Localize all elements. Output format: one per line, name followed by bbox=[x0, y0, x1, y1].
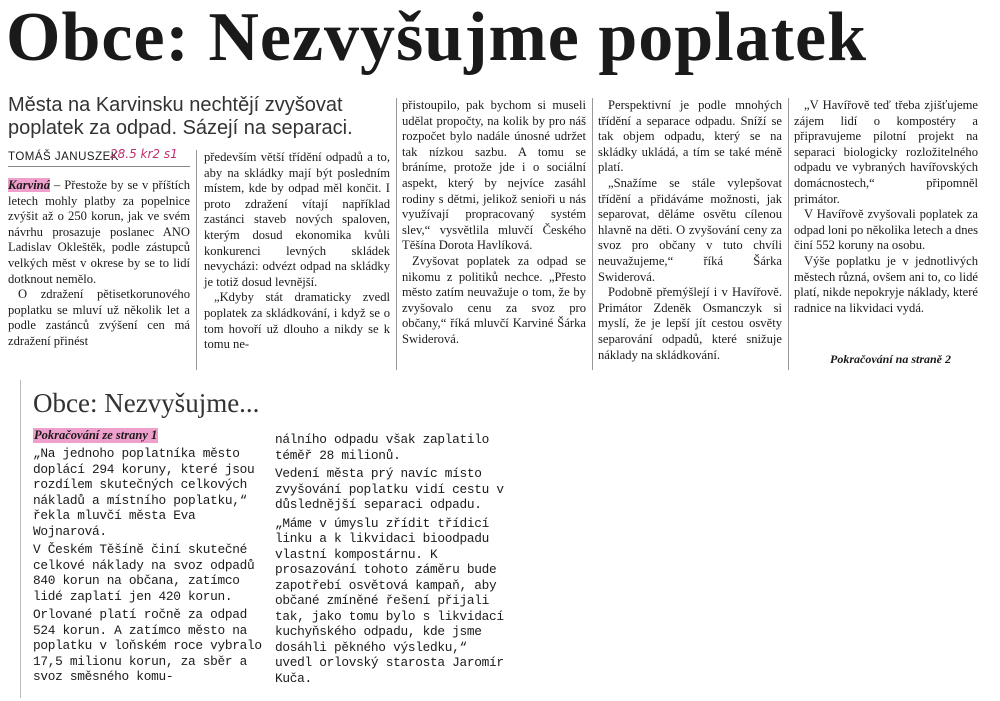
paragraph: „V Havířově teď třeba zjišťujeme zájem lidí o kompostéry a připravujeme pilotní projekt na separaci biologicky rozložitelného odpadu ve vybraných havířovských domácnostech,“ připomněl primátor. bbox=[794, 98, 978, 206]
paragraph: přistoupilo, pak bychom si museli udělat propočty, na kolik by pro náš rozpočet bylo nadále únosné udržet tak nízkou sazbu. A tomu se bráníme, protože jde i o sociální aspekt, který by nejvíce zasáhl rodiny s dětmi, jelikož senioři u nás využívají propracovaný systém slev,“ vysvětlila mluvčí Českého Těšína Dorota Havlíková. bbox=[402, 98, 586, 253]
article-column-1 bbox=[8, 178, 190, 350]
continuation-column-2 bbox=[275, 432, 507, 689]
byline: TOMÁŠ JANUSZEK bbox=[8, 151, 119, 163]
byline-rule bbox=[8, 166, 190, 167]
article-column-3 bbox=[402, 98, 586, 348]
paragraph: Zvyšovat poplatek za odpad se nikomu z politiků nechce. „Přesto město zatím neuvažuje o tom, že by zvyšovalo cenu za svoz pro občany,“ říká mluvčí Karviné Šárka Swiderová. bbox=[402, 253, 586, 346]
paragraph: „Máme v úmyslu zřídit třídicí linku a k likvidaci bioodpadu vlastní kompostárnu. K prosazování tohoto záměru bude zapotřebí osvětová kampaň, aby občané zmíněné řešení přijali tak, jako tomu bylo s likvidací kuchyňského odpadu, kde jsme dosáhli pěkného výsledku,“ uvedl orlovský starosta Jaromír Kuča. bbox=[275, 515, 504, 686]
paragraph: „Na jednoho poplatníka město doplácí 294 koruny, které jsou rozdílem skutečných celkových nákladů a místního poplatku,“ řekla mluvčí města Eva Wojnarová. bbox=[33, 446, 255, 539]
paragraph: Orlované platí ročně za odpad 524 korun. A zatímco město na poplatku v loňském roce vybralo 17,5 milionu korun, za sběr a svoz směsného komu- bbox=[33, 607, 262, 684]
column-divider bbox=[396, 98, 397, 370]
column-divider bbox=[788, 98, 789, 370]
continued-from-note: Pokračování ze strany 1 bbox=[34, 428, 158, 442]
paragraph: V Českém Těšíně činí skutečné celkové náklady na svoz odpadů 840 korun na občana, zatímco lidé zaplatí jen 420 korun. bbox=[33, 542, 255, 604]
paragraph: Perspektivní je podle mnohých třídění a separace odpadu. Sníží se tak objem odpadu, který se na skládky ukládá, a tím se také méně platí. bbox=[598, 98, 782, 175]
continued-note: Pokračování na straně 2 bbox=[830, 352, 952, 366]
continuation-headline: Obce: Nezvyšujme... bbox=[33, 388, 260, 418]
article-column-4 bbox=[598, 98, 782, 363]
paragraph: Výše poplatku je v jednotlivých městech různá, ovšem ani to, co lidé platí, nikde nepokryje náklady, které radnice na likvidaci vydá. bbox=[794, 253, 978, 315]
dateline-city: Karviná bbox=[8, 178, 50, 192]
handwritten-note: 28.5 kr2 s1 bbox=[110, 147, 178, 161]
column-divider bbox=[196, 150, 197, 370]
paragraph: Vedení města prý navíc místo zvyšování poplatku vidí cestu v důslednější separaci odpadu. bbox=[275, 466, 504, 512]
paragraph: Karviná – Přestože by se v příštích letech mohly platby za popelnice zvýšit až o 250 korun, jak ve svém návrhu prosazuje poslanec ANO Ladislav Okleštěk, podle zástupců velkých měst v okrese by se to lidí dotknout nemělo. bbox=[8, 178, 190, 286]
paragraph: „Kdyby stát dramaticky zvedl poplatek za skládkování, i když se o tom hovoří už dlouho a nikdy se k tomu ne- bbox=[204, 290, 390, 352]
paragraph: O zdražení pětisetkorunového poplatku se mluví už několik let a podle zastánců zvýšení cen má zdražení přinést bbox=[8, 287, 190, 348]
subheadline: Města na Karvinsku nechtějí zvyšovat poplatek za odpad. Sázejí na separaci. bbox=[8, 94, 353, 139]
continuation-column-1 bbox=[33, 446, 265, 688]
headline: Obce: Nezvyšujme poplatek bbox=[6, 0, 868, 76]
paragraph: Podobně přemýšlejí i v Havířově. Primátor Zdeněk Osmanczyk si myslí, že je lepší jít cestou osvěty separování odpadů, které snižuje náklady na skládkování. bbox=[598, 285, 782, 362]
article-column-5 bbox=[794, 98, 978, 316]
paragraph: především větší třídění odpadů a to, aby na skládky mají být posledním místem, kde by odpad měl končit. I proto zdražení vítají například zastánci staveb nových spaloven, kterým dosud ekonomika kvůli konkurenci levných skládek nevycházi: odvézt odpad na skládky je totiž dosud levnější. bbox=[204, 150, 390, 289]
article-column-2 bbox=[204, 150, 390, 353]
paragraph: V Havířově zvyšovali poplatek za odpad loni po několika letech a dnes činí 552 koruny na osobu. bbox=[794, 207, 978, 253]
paragraph: nálního odpadu však zaplatilo téměř 28 milionů. bbox=[275, 432, 490, 463]
column-divider bbox=[592, 98, 593, 370]
paragraph: „Snažíme se stále vylepšovat třídění a přidáváme možnosti, jak separovat, děláme osvětu cílenou hlavně na děti. O zvyšování ceny za svoz pro občany v tuto chvíli neuvažujeme,“ říká Šárka Swiderová. bbox=[598, 175, 782, 284]
newspaper-clipping-continuation bbox=[20, 380, 531, 698]
